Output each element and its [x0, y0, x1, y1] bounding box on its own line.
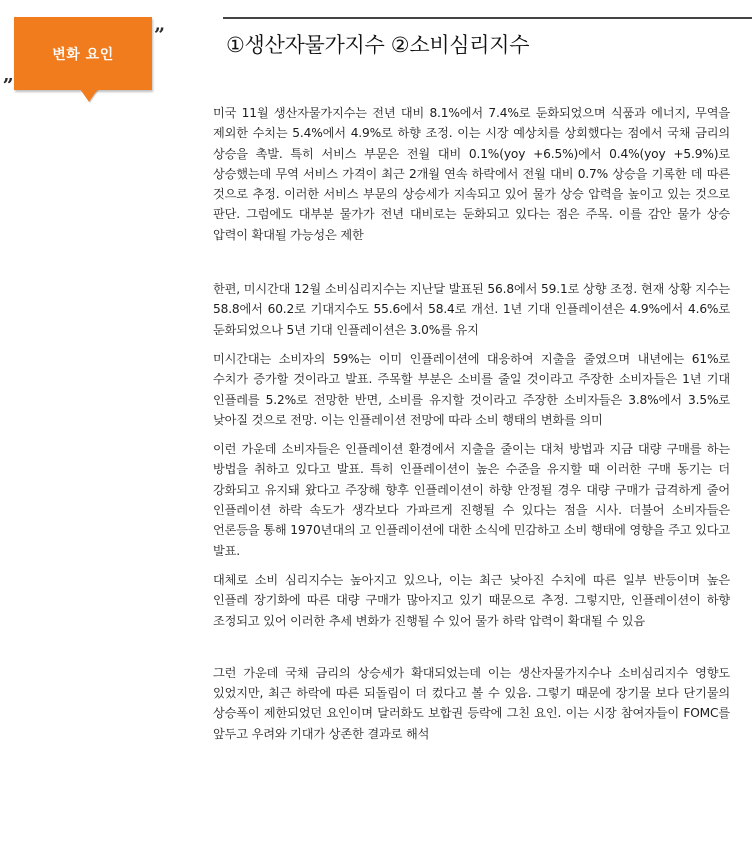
paragraph-ppi: 미국 11월 생산자물가지수는 전년 대비 8.1%에서 7.4%로 둔화되었으며 식품과 에너지, 무역을 제외한 수치는 5.4%에서 4.9%로 하향 조정. 이는 시장 예상치를 상회했다는 점에서 국채 금리의 상승을 촉발. 특히 서비스 부문은 전월 대비 0.1%(yoy +6.5%)에서 0.4%(yoy +5.9%)로 상승했는데 무역 서비스 가격이 최근 2개월 연속 하락에서 전월 대비 0.7% 상승을 기록한 데 따른 것으로 추정. 이러한 서비스 부문의 상승세가 지속되고 있어 물가 상승 압력을 높이고 있는 것으로 판단. 그럼에도 대부분 물가가 전년 대비로는 둔화되고 있다는 점은 주목. 이를 감안 물가 상승 압력이 확대될 가능성은 제한 [213, 106, 730, 242]
badge-box [14, 17, 152, 90]
paragraph-michigan: 미시간대는 소비자의 59%는 이미 인플레이션에 대응하여 지출을 줄였으며 내년에는 61%로 수치가 증가할 것이라고 발표. 주목할 부분은 소비를 줄일 것이라고 주장한 소비자들은 1년 기대 인플레를 5.2%로 전망한 반면, 소비를 유지할 것이라고 주장한 소비자들은 3.8%에서 3.5%로 낮아질 것으로 전망. 이는 인플레이션 전망에 따라 소비 행태의 변화를 의미 [213, 351, 730, 427]
page-title: ①생산자물가지수 ②소비심리지수 [226, 33, 530, 57]
opening-quote-mark: „ [3, 64, 14, 86]
body-content [213, 103, 730, 744]
title-rule [223, 17, 752, 19]
paragraph-consumer-behavior: 이런 가운데 소비자들은 인플레이션 환경에서 지출을 줄이는 대처 방법과 지금 대량 구매를 하는 방법을 취하고 있다고 발표. 특히 인플레이션이 높은 수준을 유지할 때 이러한 구매 동기는 더 강화되고 유지돼 왔다고 주장해 향후 인플레이션이 하향 안정될 경우 대량 구매가 급격하게 줄어 인플레이션 하락 속도가 생각보다 가파르게 진행될 수 있다는 점을 시사. 더불어 소비자들은 언론등을 통해 1970년대의 고 인플레이션에 대한 소식에 민감하고 소비 행태에 영향을 주고 있다고 발표. [213, 442, 730, 558]
paragraph-treasury: 그런 가운데 국채 금리의 상승세가 확대되었는데 이는 생산자물가지수나 소비심리지수 영향도 있었지만, 최근 하락에 따른 되돌림이 더 컸다고 볼 수 있음. 그렇기 때문에 장기물 보다 단기물의 상승폭이 제한되었던 요인이며 달러화도 보합권 등락에 그친 요인. 이는 시장 참여자들이 FOMC를 앞두고 우려와 기대가 상존한 결과로 해석 [213, 665, 730, 741]
paragraph-summary: 대체로 소비 심리지수는 높아지고 있으나, 이는 최근 낮아진 수치에 따른 일부 반등이며 높은 인플레 장기화에 따른 대량 구매가 많아지고 있기 때문으로 추정. 그렇지만, 인플레이션이 하향 조정되고 있어 이러한 추세 변화가 진행될 수 있어 물가 하락 압력이 확대될 수 있음 [213, 572, 730, 628]
badge-pointer [80, 89, 98, 102]
paragraph-sentiment: 한편, 미시간대 12월 소비심리지수는 지난달 발표된 56.8에서 59.1로 상향 조정. 현재 상황 지수는 58.8에서 60.2로 기대지수도 55.6에서 58.4로 개선. 1년 기대 인플레이션은 4.9%에서 4.6%로 둔화되었으나 5년 기대 인플레이션은 3.0%를 유지 [213, 282, 730, 337]
closing-quote-mark: ” [154, 24, 165, 46]
section-badge [0, 0, 200, 110]
badge-label: 변화 요인 [52, 46, 114, 63]
